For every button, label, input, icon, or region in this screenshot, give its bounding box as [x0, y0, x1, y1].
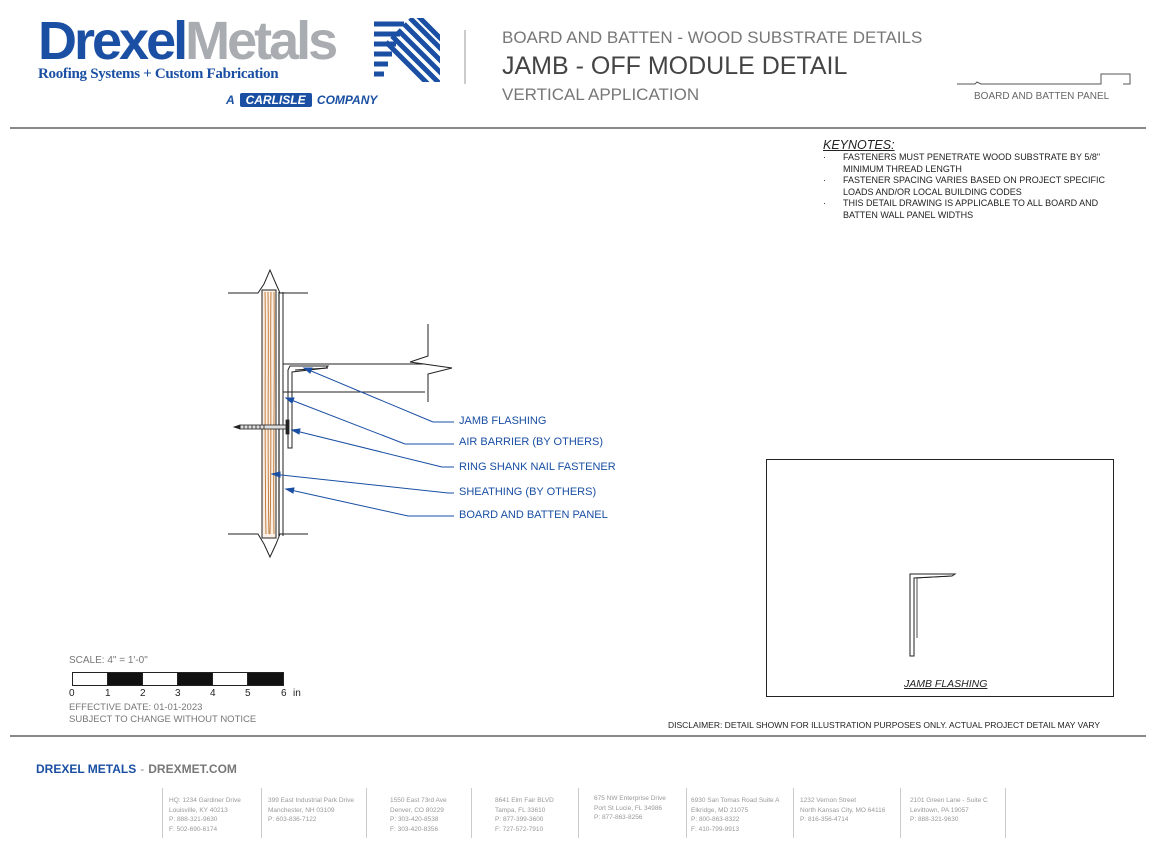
- scale-tick-label: 5: [245, 688, 251, 699]
- footer-location: [910, 796, 988, 825]
- location-line: 8641 Elm Fair BLVD: [495, 797, 554, 804]
- inset-caption: JAMB FLASHING: [904, 678, 988, 690]
- footer-separator: -: [140, 762, 145, 776]
- scale-tick-label: 2: [140, 688, 146, 699]
- footer-divider: [261, 788, 262, 838]
- callout-nail-fastener: RING SHANK NAIL FASTENER: [459, 461, 616, 473]
- footer-divider: [793, 788, 794, 838]
- location-line: 6930 San Tomas Road Suite A: [691, 797, 780, 804]
- header-divider: [463, 30, 467, 84]
- disclaimer: DISCLAIMER: DETAIL SHOWN FOR ILLUSTRATION PURPOSES ONLY. ACTUAL PROJECT DETAIL MAY VARY: [668, 720, 1101, 730]
- location-line: 1550 East 73rd Ave: [390, 797, 447, 804]
- keynotes-title: KEYNOTES:: [823, 138, 895, 152]
- footer-divider: [900, 788, 901, 838]
- footer-brand: [36, 762, 237, 776]
- footer-divider: [471, 788, 472, 838]
- location-line: 1232 Vernon Street: [800, 797, 857, 804]
- subject-note: SUBJECT TO CHANGE WITHOUT NOTICE: [69, 714, 257, 725]
- logo-parent-company: [226, 93, 377, 107]
- header-rule: [10, 127, 1146, 129]
- logo-mark-icon: [374, 18, 440, 82]
- sheathing-wood: [262, 290, 276, 538]
- logo-tagline: Roofing Systems + Custom Fabrication: [38, 66, 279, 82]
- footer-divider: [162, 788, 163, 838]
- location-line: P: 816-356-4714: [800, 816, 849, 823]
- callout-board-batten-panel: BOARD AND BATTEN PANEL: [459, 509, 608, 521]
- footer-divider: [686, 788, 687, 838]
- effective-date: EFFECTIVE DATE: 01-01-2023: [69, 702, 203, 713]
- callout-sheathing: SHEATHING (BY OTHERS): [459, 486, 597, 498]
- location-line: Levittown, PA 19057: [910, 806, 969, 814]
- location-line: Denver, CO 80229: [390, 806, 444, 814]
- location-line: Manchester, NH 03109: [268, 806, 335, 814]
- logo-parent-suffix: COMPANY: [316, 93, 378, 107]
- keynote-item: · THIS DETAIL DRAWING IS APPLICABLE TO ALL BOARD AND BATTEN WALL PANEL WIDTHS: [823, 198, 1113, 221]
- page-title: JAMB - OFF MODULE DETAIL: [502, 52, 848, 80]
- location-line: P: 888-321-9630: [910, 816, 959, 823]
- logo-brand-part1: Drexel: [38, 11, 186, 71]
- location-line: 399 East Industrial Park Drive: [268, 797, 354, 804]
- location-line: F: 410-799-9913: [691, 825, 740, 833]
- location-line: 675 NW Enterprise Drive: [594, 795, 666, 802]
- scale-bar: [72, 672, 286, 686]
- footer-location: [495, 796, 554, 834]
- scale-tick-label: 3: [175, 688, 181, 699]
- logo-wordmark: [38, 11, 336, 71]
- keynote-item: · FASTENERS MUST PENETRATE WOOD SUBSTRATE BY 5/8" MINIMUM THREAD LENGTH: [823, 152, 1113, 175]
- location-line: P: 303-420-8538: [390, 816, 439, 823]
- footer-location: [800, 796, 885, 825]
- location-line: 2101 Green Lane - Suite C: [910, 797, 988, 804]
- footer-website-link[interactable]: DREXMET.COM: [148, 762, 237, 776]
- inset-jamb-flashing-drawing: [900, 568, 960, 660]
- location-line: F: 502-690-6174: [169, 825, 218, 833]
- location-line: P: 888-321-9630: [169, 816, 218, 823]
- location-line: P: 603-836-7122: [268, 816, 317, 823]
- logo-parent-name: CARLISLE: [240, 93, 312, 107]
- location-line: HQ: 1234 Gardiner Drive: [169, 797, 241, 804]
- header-subtitle: BOARD AND BATTEN - WOOD SUBSTRATE DETAILS: [502, 28, 923, 47]
- footer-divider: [366, 788, 367, 838]
- keynote-item: · FASTENER SPACING VARIES BASED ON PROJECT SPECIFIC LOADS AND/OR LOCAL BUILDING CODES: [823, 175, 1113, 198]
- keynotes-list: [823, 152, 1113, 221]
- jamb-detail-drawing: [220, 262, 470, 562]
- callout-jamb-flashing: JAMB FLASHING: [459, 415, 547, 427]
- jamb-frame: [283, 324, 452, 402]
- callout-air-barrier: AIR BARRIER (BY OTHERS): [459, 436, 604, 448]
- footer-brand-name: DREXEL METALS: [36, 762, 137, 776]
- scale-label: SCALE: 4" = 1'-0": [69, 655, 148, 666]
- callout-leaders: [272, 368, 454, 516]
- location-line: P: 877-399-3600: [495, 816, 544, 823]
- footer-location: [691, 796, 779, 834]
- location-line: F: 727-572-7910: [495, 825, 544, 833]
- logo-parent-prefix: A: [226, 93, 235, 107]
- scale-tick-label: 6: [281, 688, 287, 699]
- scale-unit: in: [293, 688, 301, 699]
- footer-location: [390, 796, 447, 834]
- location-line: Elkridge, MD 21075: [691, 806, 749, 814]
- footer-divider: [578, 788, 579, 838]
- location-line: F: 303-420-8356: [390, 825, 439, 833]
- footer-divider: [1005, 788, 1006, 838]
- location-line: North Kansas City, MO 64116: [800, 806, 886, 814]
- footer-location: [594, 794, 666, 823]
- panel-profile-diagram: [955, 70, 1135, 90]
- scale-tick-label: 4: [210, 688, 216, 699]
- scale-tick-label: 0: [69, 688, 75, 699]
- location-line: Port St Lucie, FL 34986: [594, 804, 663, 812]
- logo-brand-part2: Metals: [185, 11, 336, 71]
- location-line: Tampa, FL 33610: [495, 806, 546, 814]
- footer-rule: [10, 735, 1146, 737]
- location-line: P: 877-863-8256: [594, 814, 643, 821]
- location-line: Louisville, KY 40213: [169, 806, 228, 814]
- footer-location: [268, 796, 354, 825]
- scale-tick-label: 1: [105, 688, 111, 699]
- location-line: P: 800-863-8322: [691, 816, 740, 823]
- header-application: VERTICAL APPLICATION: [502, 85, 700, 104]
- footer-location: [169, 796, 241, 834]
- panel-profile-label: BOARD AND BATTEN PANEL: [974, 91, 1110, 102]
